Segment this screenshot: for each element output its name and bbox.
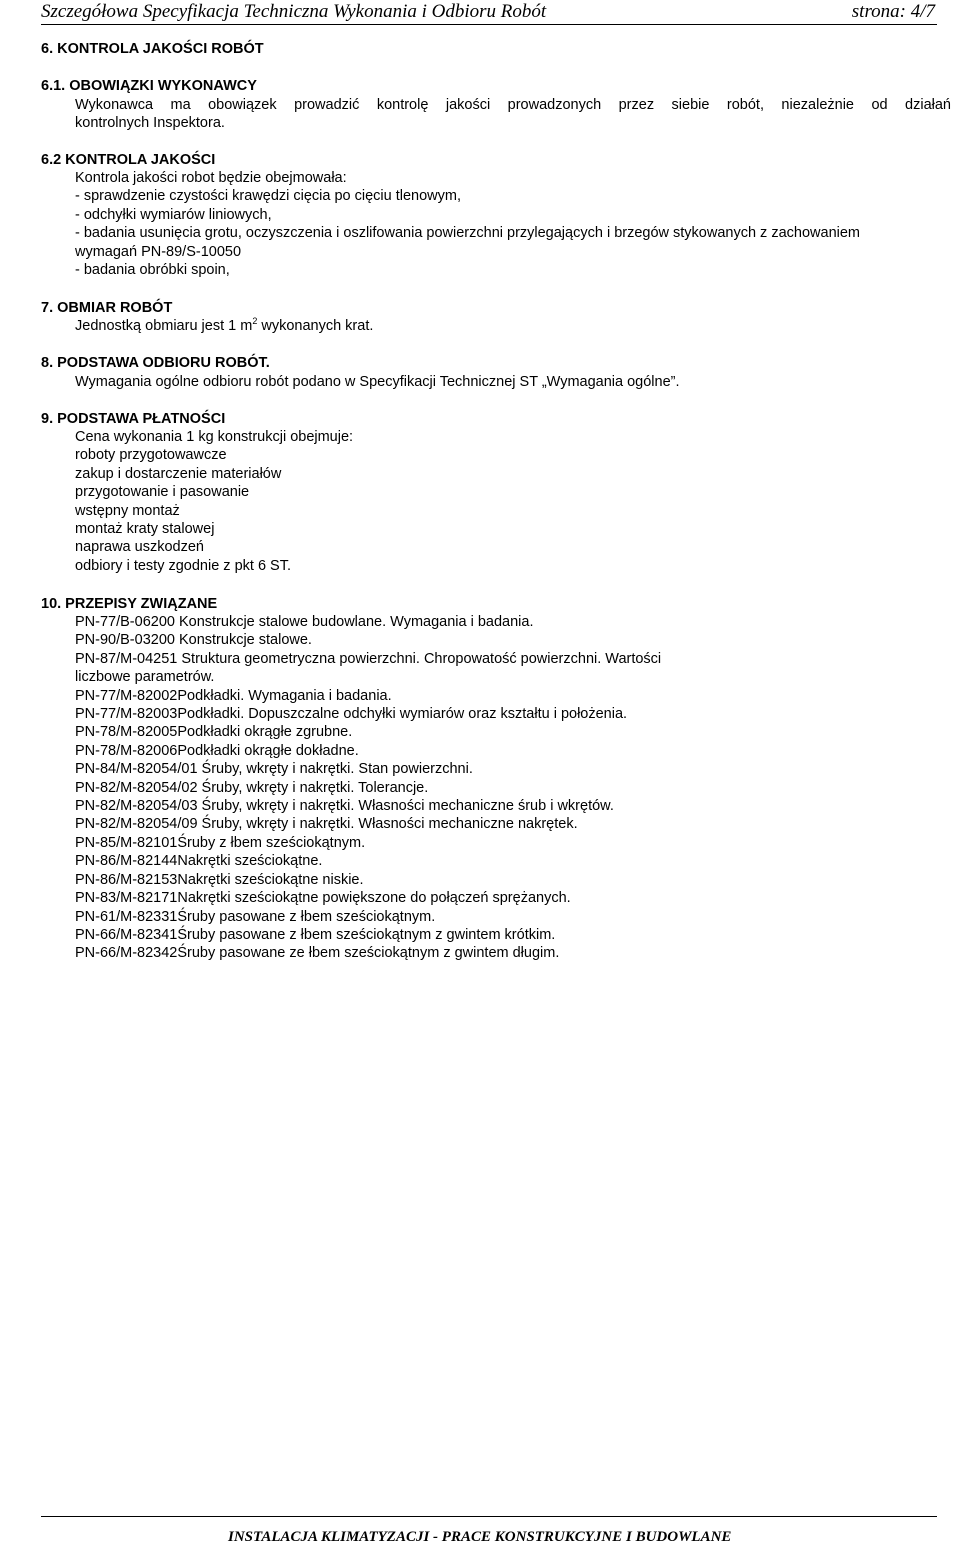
page-footer: [41, 1516, 937, 1547]
list-item: naprawa uszkodzeń: [75, 539, 204, 556]
standard-item: PN-77/M-82003Podkładki. Dopuszczalne odchyłki wymiarów oraz kształtu i położenia.: [75, 706, 628, 723]
section-9-heading: 9. PODSTAWA PŁATNOŚCI: [41, 411, 226, 427]
standard-item: PN-85/M-82101Śruby z łbem sześciokątnym.: [75, 834, 366, 851]
list-item: odbiory i testy zgodnie z pkt 6 ST.: [75, 557, 291, 574]
standard-item: PN-77/B-06200 Konstrukcje stalowe budowlane. Wymagania i badania.: [75, 614, 534, 630]
standard-item: PN-66/M-82342Śruby pasowane ze łbem sześciokątnym z gwintem długim.: [75, 945, 560, 962]
section-6-2-text: [75, 169, 860, 279]
paragraph-line: Cena wykonania 1 kg konstrukcji obejmuje:: [75, 429, 354, 445]
list-item: roboty przygotowawcze: [75, 447, 227, 464]
section-6-2-heading: 6.2 KONTROLA JAKOŚCI: [41, 152, 216, 168]
section-8-text: Wymagania ogólne odbioru robót podano w Specyfikacji Technicznej ST „Wymagania ogólne”.: [75, 374, 680, 390]
page-number: strona: 4/7: [851, 1, 935, 22]
standard-item: PN-83/M-82171Nakrętki sześciokątne powiększone do połączeń sprężanych.: [75, 890, 571, 907]
standard-item: PN-84/M-82054/01 Śruby, wkręty i nakrętki. Stan powierzchni.: [75, 761, 473, 778]
standard-item: PN-61/M-82331Śruby pasowane z łbem sześciokątnym.: [75, 908, 436, 925]
section-7-text: [75, 317, 373, 335]
standard-item: PN-90/B-03200 Konstrukcje stalowe.: [75, 632, 312, 649]
measure-text-end: wykonanych krat.: [257, 318, 374, 334]
standard-item: PN-86/M-82144Nakrętki sześciokątne.: [75, 853, 323, 870]
standard-item: PN-78/M-82006Podkładki okrągłe dokładne.: [75, 742, 359, 759]
standard-item: PN-77/M-82002Podkładki. Wymagania i badania.: [75, 687, 392, 704]
section-6-1-heading: 6.1. OBOWIĄZKI WYKONAWCY: [41, 78, 257, 94]
list-item: wstępny montaż: [75, 502, 180, 519]
list-item: - sprawdzenie czystości krawędzi cięcia po cięciu tlenowym,: [75, 188, 462, 205]
standard-item: PN-82/M-82054/02 Śruby, wkręty i nakrętki. Tolerancje.: [75, 779, 429, 796]
section-8-heading: 8. PODSTAWA ODBIORU ROBÓT.: [41, 355, 270, 371]
list-item: - odchyłki wymiarów liniowych,: [75, 206, 272, 223]
document-title: Szczegółowa Specyfikacja Techniczna Wykonania i Odbioru Robót: [41, 1, 547, 22]
standard-item-continuation: liczbowe parametrów.: [75, 669, 215, 686]
paragraph-line: Kontrola jakości robot będzie obejmowała:: [75, 170, 347, 186]
standard-item: PN-66/M-82341Śruby pasowane z łbem sześciokątnym z gwintem krótkim.: [75, 926, 556, 943]
footer-title: INSTALACJA KLIMATYZACJI - PRACE KONSTRUKCYJNE I BUDOWLANE: [228, 1529, 732, 1545]
section-10-heading: 10. PRZEPISY ZWIĄZANE: [41, 596, 218, 612]
section-10-list: [75, 613, 661, 963]
list-item: montaż kraty stalowej: [75, 521, 215, 538]
section-7-heading: 7. OBMIAR ROBÓT: [41, 300, 173, 316]
standard-item: PN-87/M-04251 Struktura geometryczna powierzchni. Chropowatość powierzchni. Wartości: [75, 650, 662, 667]
standard-item: PN-82/M-82054/03 Śruby, wkręty i nakrętki. Własności mechaniczne śrub i wkrętów.: [75, 798, 614, 815]
list-item: zakup i dostarczenie materiałów: [75, 465, 282, 482]
list-item-continuation: wymagań PN-89/S-10050: [75, 243, 242, 260]
list-item: - badania usunięcia grotu, oczyszczenia i oszlifowania powierzchni przylegających i brzegów stykowanych z zachowaniem: [75, 225, 860, 242]
section-6-1-text-line1: Wykonawca ma obowiązek prowadzić kontrolę jakości prowadzonych przez siebie robót, niezależnie od działań: [75, 97, 951, 113]
standard-item: PN-78/M-82005Podkładki okrągłe zgrubne.: [75, 724, 353, 741]
measure-text: Jednostką obmiaru jest 1 m: [75, 318, 253, 334]
list-item: - badania obróbki spoin,: [75, 262, 230, 279]
standard-item: PN-86/M-82153Nakrętki sześciokątne niskie.: [75, 871, 364, 888]
section-6-heading: 6. KONTROLA JAKOŚCI ROBÓT: [41, 41, 264, 57]
standard-item: PN-82/M-82054/09 Śruby, wkręty i nakrętki. Własności mechaniczne nakrętek.: [75, 816, 578, 833]
superscript: 2: [252, 316, 258, 326]
page-header: [41, 0, 937, 25]
list-item: przygotowanie i pasowanie: [75, 484, 250, 501]
section-9-list: [75, 428, 353, 575]
section-6-1-text-line2: kontrolnych Inspektora.: [75, 115, 225, 131]
